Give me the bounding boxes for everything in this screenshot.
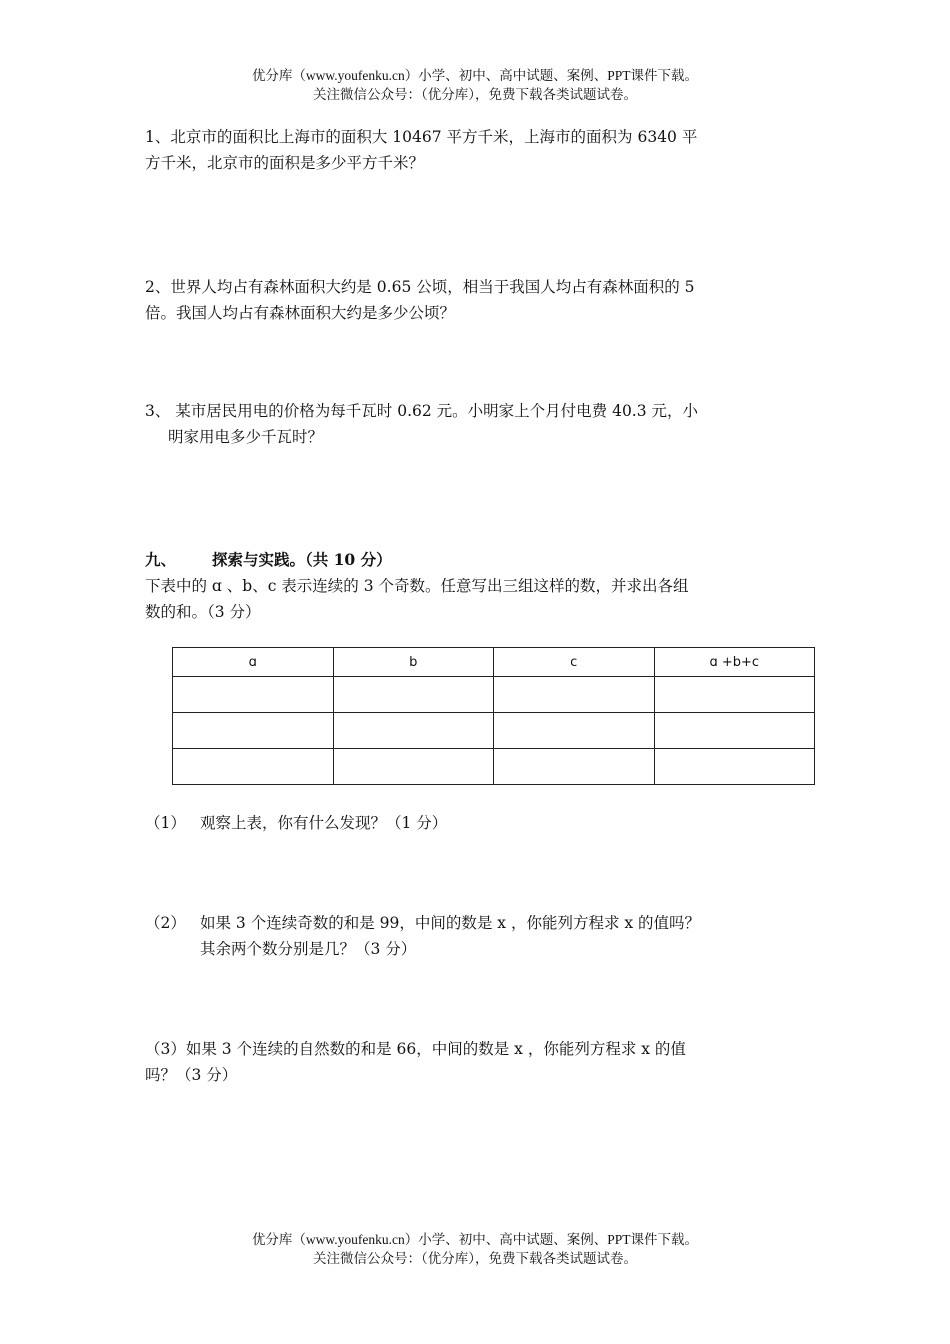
table-cell[interactable]	[333, 677, 494, 713]
question-3-line-1: 3、 某市居民用电的价格为每千瓦时 0.62 元。小明家上个月付电费 40.3 元，小	[145, 402, 699, 420]
section-intro-line-2: 数的和。（3 分）	[145, 603, 261, 621]
table-header-row	[173, 648, 815, 677]
table-header-cell: b	[333, 648, 494, 677]
table-row	[173, 677, 815, 713]
table-row	[173, 713, 815, 749]
page-header	[0, 66, 950, 104]
table-header-cell: ɑ +b+c	[654, 648, 815, 677]
table-row	[173, 749, 815, 785]
subquestion-3	[145, 1036, 810, 1088]
header-line-2: 关注微信公众号：（优分库），免费下载各类试题试卷。	[313, 87, 637, 102]
question-2-line-1: 2、世界人均占有森林面积大约是 0.65 公顷，相当于我国人均占有森林面积的 5	[145, 278, 695, 296]
subquestion-2	[145, 910, 810, 962]
question-3-line-2: 明家用电多少千瓦时？	[168, 428, 324, 446]
section-heading	[145, 547, 810, 573]
table-cell[interactable]	[333, 749, 494, 785]
question-2-line-2: 倍。我国人均占有森林面积大约是多少公顷？	[145, 304, 456, 322]
footer-line-1: 优分库（www.youfenku.cn）小学、初中、高中试题、案例、PPT课件下载。	[251, 1232, 699, 1247]
question-1	[145, 124, 810, 176]
section-title: 探索与实践。（共 10 分）	[212, 550, 392, 569]
header-line-1: 优分库（www.youfenku.cn）小学、初中、高中试题、案例、PPT课件下载。	[251, 68, 699, 83]
subquestion-2-label: （2）	[145, 914, 186, 932]
question-1-line-2: 方千米，北京市的面积是多少平方千米？	[145, 154, 425, 172]
page-footer	[0, 1230, 950, 1268]
section-nine	[145, 547, 810, 625]
table-cell[interactable]	[494, 677, 655, 713]
table-cell[interactable]	[173, 713, 334, 749]
footer-line-2: 关注微信公众号：（优分库），免费下载各类试题试卷。	[313, 1251, 637, 1266]
subquestion-3-label: （3）	[145, 1040, 186, 1058]
subquestion-3-text: 如果 3 个连续的自然数的和是 66，中间的数是 x ，你能列方程求 x 的值	[185, 1040, 686, 1058]
odd-numbers-table	[172, 647, 815, 785]
table-cell[interactable]	[173, 677, 334, 713]
table-cell[interactable]	[333, 713, 494, 749]
table-cell[interactable]	[173, 749, 334, 785]
subquestion-2-line-2: 其余两个数分别是几？（3 分）	[200, 940, 417, 958]
question-3	[145, 398, 810, 450]
section-intro-line-1: 下表中的 ɑ 、b、c 表示连续的 3 个奇数。任意写出三组这样的数，并求出各组	[145, 577, 689, 595]
table-cell[interactable]	[494, 713, 655, 749]
question-1-line-1: 1、北京市的面积比上海市的面积大 10467 平方千米，上海市的面积为 6340 平	[145, 128, 698, 146]
table-cell[interactable]	[494, 749, 655, 785]
table-cell[interactable]	[654, 749, 815, 785]
table-cell[interactable]	[654, 713, 815, 749]
subquestion-3-line	[145, 1036, 810, 1062]
subquestion-1	[145, 810, 810, 836]
question-2	[145, 274, 810, 326]
subquestion-1-line	[145, 810, 810, 836]
table-header-cell: c	[494, 648, 655, 677]
subquestion-2-text: 如果 3 个连续奇数的和是 99，中间的数是 x ，你能列方程求 x 的值吗？	[200, 914, 701, 932]
table-header-cell: ɑ	[173, 648, 334, 677]
table-cell[interactable]	[654, 677, 815, 713]
subquestion-3-line-2: 吗？（3 分）	[145, 1066, 238, 1084]
subquestion-1-label: （1）	[145, 814, 186, 832]
subquestion-2-line	[145, 910, 810, 936]
subquestion-1-text: 观察上表，你有什么发现？（1 分）	[200, 814, 448, 832]
section-number: 九、	[145, 550, 177, 569]
